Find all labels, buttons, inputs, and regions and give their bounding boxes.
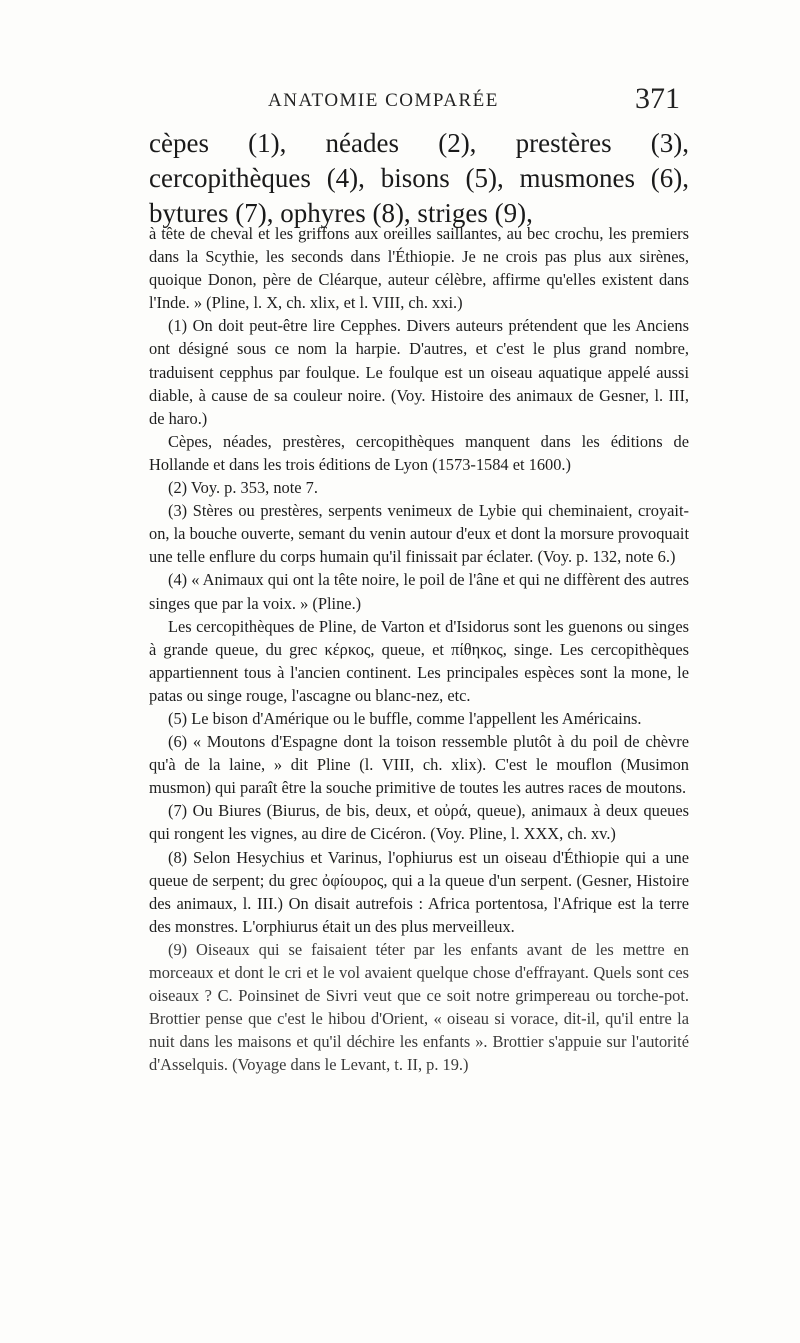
running-title: ANATOMIE COMPARÉE [268, 90, 499, 111]
running-head [0, 82, 800, 122]
footnote-6: (6) « Moutons d'Espagne dont la toison ressemble plutôt à du poil de chèvre qu'à de la laine, » dit Pline (l. VIII, ch. xlix). C'est le mouflon (Musimon musmon) qui paraît être la souche primitive de toutes les autres races de moutons. [149, 732, 689, 798]
footnote-7: (7) Ou Biures (Biurus, de bis, deux, et οὐρά, queue), animaux à deux queues qui rongent les vignes, au dire de Cicéron. (Voy. Pline, l. XXX, ch. xv.) [149, 801, 689, 844]
footnote-8: (8) Selon Hesychius et Varinus, l'ophiurus est un oiseau d'Éthiopie qui a une queue de serpent; du grec ὀφίουρος, qui a la queue d'un serpent. (Gesner, Histoire des animaux, l. III.) On disait autrefois : Africa portentosa, l'Afrique est la terre des monstres. L'orphiurus était un des plus merveilleux. [149, 847, 689, 936]
footnote-4: (4) « Animaux qui ont la tête noire, le poil de l'âne et qui ne diffèrent des autres singes que par la voix. » (Pline.) [149, 570, 689, 613]
footnote-3: (3) Stères ou prestères, serpents venimeux de Lybie qui cheminaient, croyait-on, la bouche ouverte, semant du venin autour d'eux et dont la morsure provoquait une telle enflure du corps humain qu'il finissait par éclater. (Voy. p. 132, note 6.) [149, 501, 689, 567]
main-text: cèpes (1), néades (2), prestères (3), cercopithèques (4), bisons (5), musmones (6), bytures (7), ophyres (8), striges (9), [149, 128, 689, 228]
footnote-1-addendum: Cèpes, néades, prestères, cercopithèques manquent dans les éditions de Hollande et dans les trois éditions de Lyon (1573-1584 et 1600.) [149, 431, 689, 474]
footnote-9: (9) Oiseaux qui se faisaient téter par les enfants avant de les mettre en morceaux et dont le cri et le vol avaient quelque chose d'effrayant. Quels sont ces oiseaux ? C. Poinsinet de Sivri veut que ce soit notre grimpereau ou torche-pot. Brottier pense que c'est le hibou d'Orient, « oiseau si vorace, dit-il, qu'il entre la nuit dans les maisons et qu'il déchire les enfants ». Brottier s'appuie sur l'autorité d'Asselquis. (Voyage dans le Levant, t. II, p. 19.) [149, 939, 689, 1075]
footnote-continuation: à tête de cheval et les griffons aux oreilles saillantes, au bec crochu, les premiers dans la Scythie, les seconds dans l'Éthiopie. Je ne crois pas plus aux sirènes, quoique Donon, père de Cléarque, auteur célèbre, affirme qu'elles existent dans l'Inde. » (Pline, l. X, ch. xlix, et l. VIII, ch. xxi.) [149, 224, 689, 313]
footnote-4-addendum: Les cercopithèques de Pline, de Varton et d'Isidorus sont les guenons ou singes à grande queue, du grec κέρκος, queue, et πίθηκος, singe. Les cercopithèques appartiennent tous à l'ancien continent. Les principales espèces sont la mone, le patas ou singe rouge, l'ascagne ou blanc-nez, etc. [149, 616, 689, 705]
footnotes [149, 222, 689, 1076]
page-number: 371 [635, 82, 680, 115]
footnote-2: (2) Voy. p. 353, note 7. [168, 478, 318, 498]
footnote-1: (1) On doit peut-être lire Cepphes. Divers auteurs prétendent que les Anciens ont désigné sous ce nom la harpie. D'autres, et c'est le plus grand nombre, traduisent cepphus par foulque. Le foulque est un oiseau aquatique appelé aussi diable, à cause de sa couleur noire. (Voy. Histoire des animaux de Gesner, l. III, de haro.) [149, 316, 689, 428]
footnote-5: (5) Le bison d'Amérique ou le buffle, comme l'appellent les Américains. [168, 708, 642, 728]
